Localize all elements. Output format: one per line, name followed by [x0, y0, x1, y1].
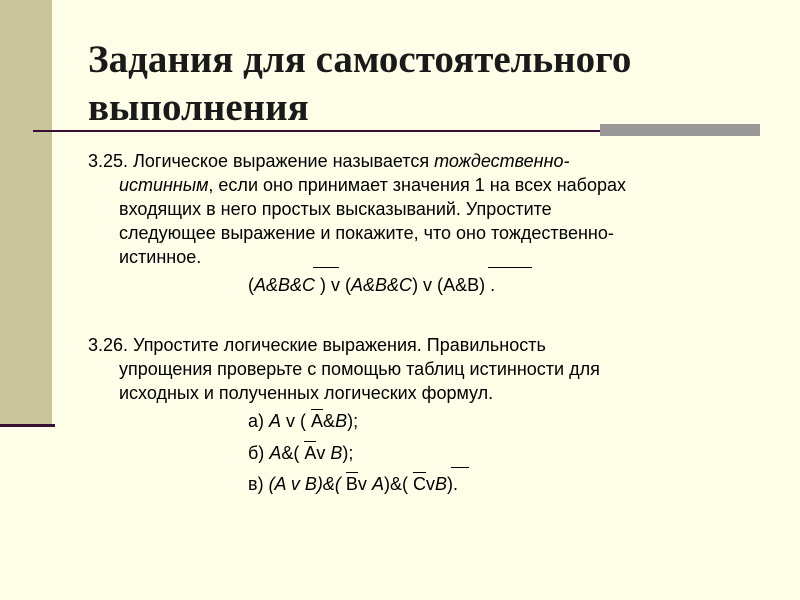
term: тождественно-	[434, 151, 570, 171]
formula-part: &	[323, 411, 336, 431]
formula-part: C	[412, 474, 426, 494]
task-3-26-line-3: исходных и полученных логических формул.	[119, 383, 494, 403]
formula-part: B	[345, 474, 358, 494]
formula-part: A	[269, 443, 282, 463]
negation-bar	[488, 267, 532, 268]
task-text: Упростите логические выражения. Правильность	[133, 335, 546, 355]
formula-part: v	[316, 443, 331, 463]
formula-b	[248, 441, 353, 465]
task-3-25	[88, 149, 778, 269]
formula-part: B	[335, 411, 348, 431]
formula-part: A&B&C	[254, 275, 316, 295]
formula-part: ) v (	[315, 275, 352, 295]
item-label: в)	[248, 474, 269, 494]
task-3-25-line-3: входящих в него простых высказываний. Упростите	[119, 199, 552, 219]
formula-3-25	[248, 273, 495, 297]
item-label: а)	[248, 411, 270, 431]
task-number: 3.25.	[88, 151, 129, 171]
formula-part: &(	[281, 443, 305, 463]
formula-part: );	[347, 411, 359, 431]
task-3-25-line-2	[88, 173, 778, 197]
task-text: , если оно принимает значения 1 на всех наборах	[208, 175, 626, 195]
title-divider	[33, 130, 600, 132]
term: истинным	[119, 175, 209, 195]
task-3-25-line-4: следующее выражение и покажите, что оно тождественно-	[119, 223, 614, 243]
formula-part: v	[357, 474, 372, 494]
task-3-26-line-2: упрощения проверьте с помощью таблиц истинности для	[119, 359, 600, 379]
formula-part: )&(	[383, 474, 413, 494]
formula-part: ) .	[479, 275, 496, 295]
sidebar-divider	[0, 424, 55, 427]
slide-title: Задания для самостоятельного выполнения	[88, 38, 632, 129]
formula-part: A	[371, 474, 384, 494]
formula-part: (A v B)&(	[268, 474, 346, 494]
formula-c	[248, 472, 458, 496]
task-3-25-line-1	[88, 149, 778, 173]
formula-part: A	[304, 443, 317, 463]
formula-a	[248, 409, 358, 433]
formula-part: A	[311, 411, 324, 431]
formula-part: A	[269, 411, 282, 431]
formula-part: B	[330, 443, 343, 463]
formula-part: );	[342, 443, 354, 463]
slide-sidebar	[0, 0, 52, 426]
formula-part: A&B	[443, 275, 480, 295]
task-text: Логическое выражение называется	[133, 151, 430, 171]
task-3-25-line-5: истинное.	[119, 247, 202, 267]
title-accent-bar	[600, 124, 760, 136]
task-3-26	[88, 333, 778, 405]
negation-bar	[313, 267, 339, 268]
formula-part: B	[434, 474, 447, 494]
task-number: 3.26.	[88, 335, 129, 355]
formula-part: ).	[446, 474, 458, 494]
formula-part: ) v (	[412, 275, 444, 295]
formula-part: v	[425, 474, 435, 494]
formula-part: A&B&C	[351, 275, 413, 295]
item-label: б)	[248, 443, 270, 463]
formula-part: v (	[281, 411, 312, 431]
task-3-26-line-1	[88, 333, 778, 357]
negation-bar	[451, 467, 469, 468]
formula-part: (	[248, 275, 254, 295]
